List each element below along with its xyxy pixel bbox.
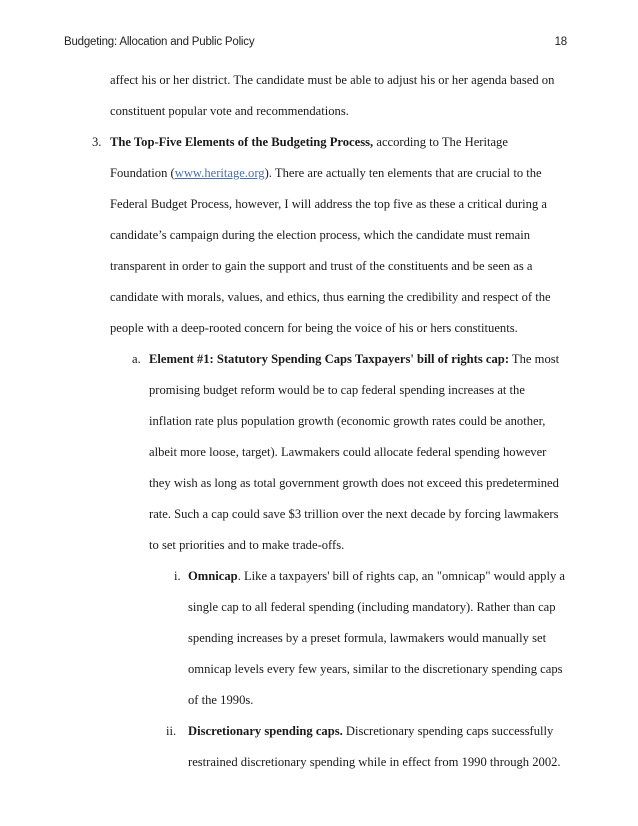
link-prefix: Foundation ( [110, 166, 175, 180]
paragraph-line: constituent popular vote and recommendations. [110, 104, 349, 118]
list-item-numeral: i. [174, 569, 181, 583]
paragraph-line: restrained discretionary spending while in effect from 1990 through 2002. [188, 755, 561, 769]
item-lead-text: Discretionary spending caps successfully [342, 724, 554, 738]
paragraph-line: they wish as long as total government growth does not exceed this predetermined [149, 476, 559, 490]
link-suffix: ). There are actually ten elements that are crucial to the [264, 166, 542, 180]
paragraph-line: rate. Such a cap could save $3 trillion over the next decade by forcing lawmakers [149, 507, 559, 521]
list-item-line [110, 165, 542, 181]
list-item-line [188, 723, 553, 739]
heritage-link[interactable]: www.heritage.org [174, 166, 265, 180]
item-lead-text: . Like a taxpayers' bill of rights cap, an "omnicap" would apply a [237, 569, 565, 583]
item-heading: Element #1: Statutory Spending Caps Taxpayers' bill of rights cap: [149, 352, 510, 366]
page-number: 18 [554, 36, 567, 48]
paragraph-line: spending increases by a preset formula, lawmakers would manually set [188, 631, 547, 645]
list-item-line [110, 134, 508, 150]
list-item-letter: a. [132, 352, 141, 366]
paragraph-line: omnicap levels every few years, similar to the discretionary spending caps [188, 662, 563, 676]
item-heading: Discretionary spending caps. [188, 724, 343, 738]
paragraph-line: albeit more loose, target). Lawmakers could allocate federal spending however [149, 445, 547, 459]
item-lead-text: according to The Heritage [373, 135, 508, 149]
paragraph-line: transparent in order to gain the support and trust of the constituents and be seen as a [110, 259, 533, 273]
item-lead-text: The most [509, 352, 560, 366]
list-item-numeral: ii. [166, 724, 177, 738]
item-heading: The Top-Five Elements of the Budgeting Process, [110, 135, 374, 149]
paragraph-line: to set priorities and to make trade-offs. [149, 538, 345, 552]
paragraph-line: candidate with morals, values, and ethics, thus earning the credibility and respect of the [110, 290, 551, 304]
paragraph-line: candidate’s campaign during the election process, which the candidate must remain [110, 228, 530, 242]
paragraph-line: of the 1990s. [188, 693, 254, 707]
list-item-line [149, 351, 559, 367]
paragraph-line: promising budget reform would be to cap federal spending increases at the [149, 383, 525, 397]
running-head-title: Budgeting: Allocation and Public Policy [64, 36, 255, 48]
paragraph-line: inflation rate plus population growth (economic growth rates could be another, [149, 414, 546, 428]
list-item-number: 3. [92, 135, 102, 149]
paragraph-line: people with a deep-rooted concern for being the voice of his or hers constituents. [110, 321, 518, 335]
item-heading: Omnicap [188, 569, 238, 583]
paragraph-line: Federal Budget Process, however, I will address the top five as these a critical during a [110, 197, 547, 211]
paragraph-line: affect his or her district. The candidate must be able to adjust his or her agenda based on [110, 73, 555, 87]
list-item-line [188, 568, 565, 584]
paragraph-line: single cap to all federal spending (including mandatory). Rather than cap [188, 600, 556, 614]
